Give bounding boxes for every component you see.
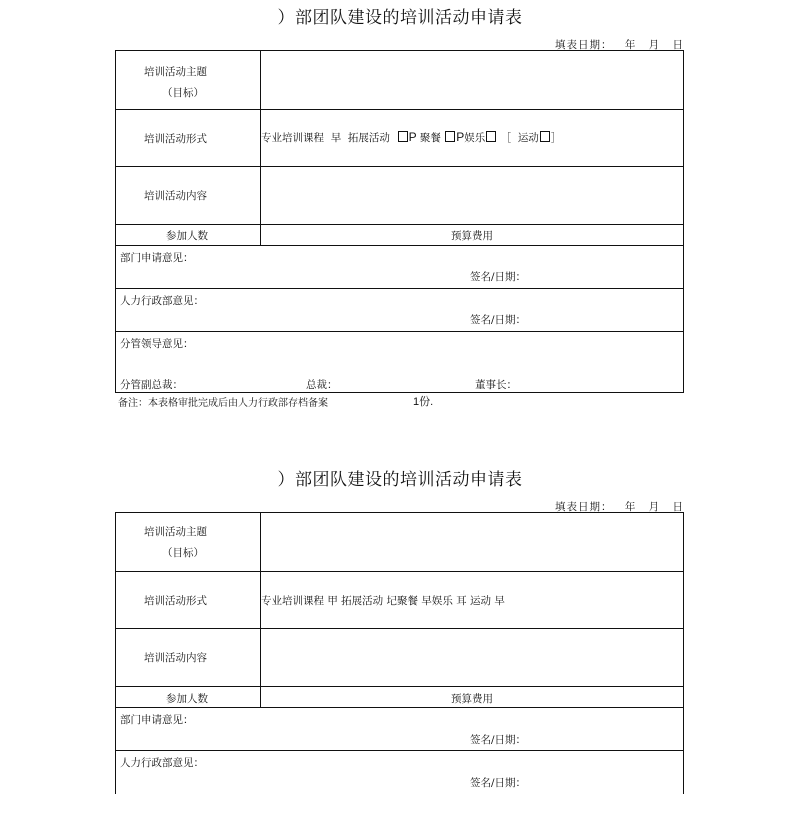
option-mark-4: ［	[500, 132, 512, 144]
option-sports: 运动	[517, 132, 539, 144]
topic-row	[116, 51, 683, 110]
hr-opinion-label: 人力行政部意见：	[120, 757, 204, 769]
content-row	[116, 629, 683, 687]
dept-opinion-label: 部门申请意见：	[120, 252, 194, 264]
content-label: 培训活动内容	[144, 190, 207, 202]
content-label-cell	[116, 629, 261, 686]
content-row	[116, 167, 683, 225]
budget-label: 预算费用	[451, 693, 493, 705]
option-mark-1: 早	[330, 132, 342, 144]
topic-label-cell	[116, 513, 261, 571]
date-month-label: 月	[648, 39, 661, 51]
chairman-label: 董事长：	[475, 379, 517, 391]
topic-label: 培训活动主题	[144, 66, 207, 78]
option-entertainment: 娱乐	[464, 132, 486, 144]
leader-opinion-label: 分管领导意见：	[120, 338, 194, 350]
application-table	[115, 512, 684, 794]
content-value-cell[interactable]	[261, 629, 683, 686]
archive-copy-count: 1份.	[413, 396, 434, 408]
activity-form-label-cell	[116, 572, 261, 628]
activity-form-label: 培训活动形式	[144, 133, 207, 145]
hr-sign-date-label: 签名/日期：	[470, 777, 527, 789]
count-budget-row	[116, 225, 683, 246]
leader-opinion-row	[116, 332, 683, 392]
activity-form-row	[116, 572, 683, 629]
hr-sign-date-label: 签名/日期：	[470, 314, 527, 326]
topic-sub-label: （目标）	[162, 547, 204, 559]
option-mark-2: P	[408, 130, 417, 144]
activity-form-label-cell	[116, 110, 261, 166]
topic-value-cell[interactable]	[261, 51, 683, 109]
date-day-label: 日	[672, 501, 684, 513]
participant-count-label: 参加人数	[166, 693, 208, 705]
count-label-cell	[116, 687, 261, 707]
checkbox-outdoor[interactable]	[398, 131, 408, 142]
hr-opinion-row	[116, 289, 683, 332]
content-label-cell	[116, 167, 261, 224]
checkbox-dinner[interactable]	[445, 131, 455, 142]
content-value-cell[interactable]	[261, 167, 683, 224]
option-training-course: 专业培训课程	[261, 132, 324, 144]
application-table	[115, 50, 684, 393]
dept-opinion-label: 部门申请意见：	[120, 714, 194, 726]
activity-form-label: 培训活动形式	[144, 595, 207, 607]
activity-form-row	[116, 110, 683, 167]
option-dinner: 聚餐	[419, 132, 441, 144]
archive-note: 备注：本表格审批完成后由人力行政部存档备案	[118, 398, 328, 409]
option-mark-3: P	[456, 130, 465, 144]
activity-form-options: 专业培训课程 早 拓展活动 P 聚餐 P娱乐 ［ 运动 ］	[261, 130, 562, 144]
fill-date-label: 填表日期：	[554, 39, 613, 51]
content-label: 培训活动内容	[144, 652, 207, 664]
activity-form-options: 专业培训课程 甲 拓展活动 圮聚餐 早娱乐 耳 运动 早	[261, 595, 505, 607]
form-title: ）部团队建设的培训活动申请表	[277, 8, 523, 28]
form-b	[0, 462, 800, 823]
ceo-label: 总裁：	[306, 379, 338, 391]
topic-label-cell	[116, 51, 261, 109]
topic-row	[116, 513, 683, 572]
fill-date-label: 填表日期：	[554, 501, 613, 513]
dept-sign-date-label: 签名/日期：	[470, 734, 527, 746]
hr-opinion-row	[116, 751, 683, 794]
form-a	[0, 0, 800, 410]
form-title: ）部团队建设的培训活动申请表	[277, 470, 523, 490]
topic-value-cell[interactable]	[261, 513, 683, 571]
participant-count-label: 参加人数	[166, 230, 208, 242]
date-year-label: 年	[624, 39, 637, 51]
topic-sub-label: （目标）	[162, 87, 204, 99]
date-month-label: 月	[648, 501, 661, 513]
vp-label: 分管副总裁：	[120, 379, 183, 391]
hr-opinion-label: 人力行政部意见：	[120, 295, 204, 307]
dept-opinion-row	[116, 708, 683, 751]
date-year-label: 年	[624, 501, 637, 513]
count-budget-row	[116, 687, 683, 708]
topic-label: 培训活动主题	[144, 526, 207, 538]
option-outdoor: 拓展活动	[347, 132, 390, 144]
budget-label: 预算费用	[451, 230, 493, 242]
dept-opinion-row	[116, 246, 683, 289]
dept-sign-date-label: 签名/日期：	[470, 271, 527, 283]
checkbox-entertainment[interactable]	[486, 131, 496, 142]
date-day-label: 日	[672, 39, 684, 51]
count-label-cell	[116, 225, 261, 245]
checkbox-sports[interactable]	[540, 131, 550, 142]
